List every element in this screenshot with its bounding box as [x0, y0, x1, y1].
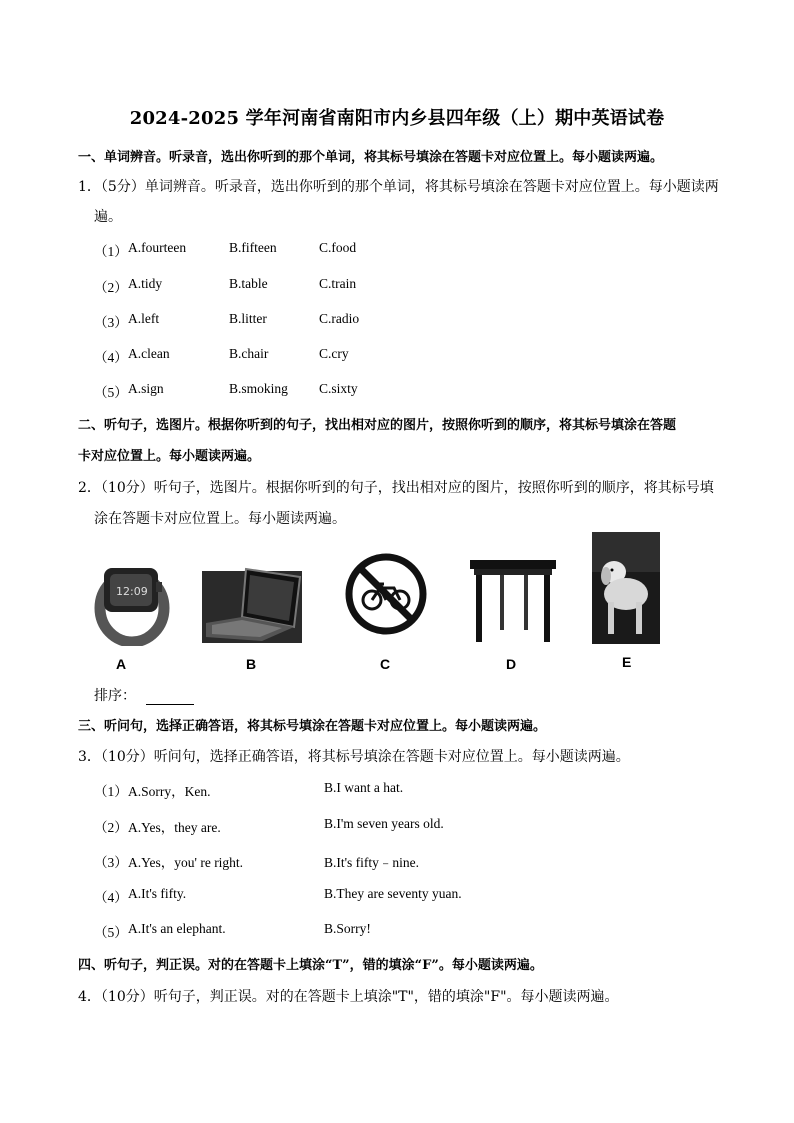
image-label-a: A [116, 656, 127, 672]
option-b: B.fifteen [229, 240, 277, 255]
item-number: （4） [94, 890, 128, 905]
item-number: （1） [94, 784, 128, 799]
option-a: A.tidy [128, 276, 163, 291]
option-a: A.fourteen [128, 240, 187, 255]
item-number: （4） [94, 350, 128, 365]
option-c: C.sixty [319, 381, 358, 396]
option-a: A.sign [128, 381, 164, 396]
option-a: A.It's an elephant. [128, 921, 226, 936]
section-2-heading-cont: 卡对应位置上。每小题读两遍。 [78, 449, 261, 464]
table-icon [470, 560, 556, 642]
image-label-d: D [506, 656, 517, 672]
option-c: C.cry [319, 346, 349, 361]
order-answer-line [94, 685, 194, 705]
item-number: （2） [94, 820, 128, 835]
no-bicycle-sign-icon [344, 552, 428, 636]
question-4-text: 4．（10分）听句子，判正误。对的在答题卡上填涂"T"，错的填涂"F"。每小题读两遍。 [78, 989, 619, 1005]
option-b: B.table [229, 276, 268, 291]
question-3-text: 3．（10分）听问句，选择正确答语，将其标号填涂在答题卡对应位置上。每小题读两遍。 [78, 749, 630, 765]
laptop-icon [202, 565, 302, 643]
option-a: A.It's fifty. [128, 886, 187, 901]
option-b: B.I'm seven years old. [324, 816, 444, 831]
section-4-heading: 四、听句子，判正误。对的在答题卡上填涂“T”，错的填涂“F”。每小题读两遍。 [78, 958, 543, 973]
item-number: （1） [94, 244, 128, 259]
section-2-heading: 二、听句子，选图片。根据你听到的句子，找出相对应的图片，按照你听到的顺序，将其标号填涂在答题 [78, 418, 677, 433]
dog-photo-icon [592, 532, 660, 644]
image-label-c: C [380, 656, 391, 672]
option-b: B.chair [229, 346, 269, 361]
option-a: A.clean [128, 346, 170, 361]
option-c: C.radio [319, 311, 360, 326]
option-b: B.Sorry! [324, 921, 371, 936]
question-1-text: 1．（5分）单词辨音。听录音，选出你听到的那个单词，将其标号填涂在答题卡对应位置上。每小题读两 [78, 179, 719, 195]
option-b: B.I want a hat. [324, 780, 404, 795]
image-label-b: B [246, 656, 257, 672]
option-c: C.food [319, 240, 357, 255]
option-b: B.litter [229, 311, 267, 326]
item-number: （3） [94, 855, 128, 870]
option-b: B.smoking [229, 381, 288, 396]
option-b: B.It's fifty﹣nine. [324, 855, 420, 870]
page-title: 2024-2025 学年河南省南阳市内乡县四年级（上）期中英语试卷 [129, 108, 665, 129]
option-a: A.left [128, 311, 160, 326]
smartwatch-icon [94, 560, 170, 646]
svg-text:12:09: 12:09 [116, 585, 148, 598]
option-a: A.Yes，you' re right. [128, 855, 244, 870]
order-blank[interactable] [146, 692, 194, 705]
item-number: （3） [94, 315, 128, 330]
image-label-e: E [622, 654, 632, 670]
question-1-text-cont: 遍。 [94, 209, 122, 225]
question-2-text: 2．（10分）听句子，选图片。根据你听到的句子，找出相对应的图片，按照你听到的顺序，将其标号填 [78, 480, 714, 496]
question-2-text-cont: 涂在答题卡对应位置上。每小题读两遍。 [94, 511, 346, 527]
order-label: 排序： [94, 688, 136, 704]
section-1-heading: 一、单词辨音。听录音，选出你听到的那个单词，将其标号填涂在答题卡对应位置上。每小题读两遍。 [78, 150, 664, 165]
section-3-heading: 三、听问句，选择正确答语，将其标号填涂在答题卡对应位置上。每小题读两遍。 [78, 719, 547, 734]
item-number: （5） [94, 385, 128, 400]
item-number: （5） [94, 925, 128, 940]
option-a: A.Yes，they are. [128, 820, 221, 835]
option-c: C.train [319, 276, 357, 291]
option-a: A.Sorry，Ken. [128, 784, 211, 799]
option-b: B.They are seventy yuan. [324, 886, 462, 901]
item-number: （2） [94, 280, 128, 295]
